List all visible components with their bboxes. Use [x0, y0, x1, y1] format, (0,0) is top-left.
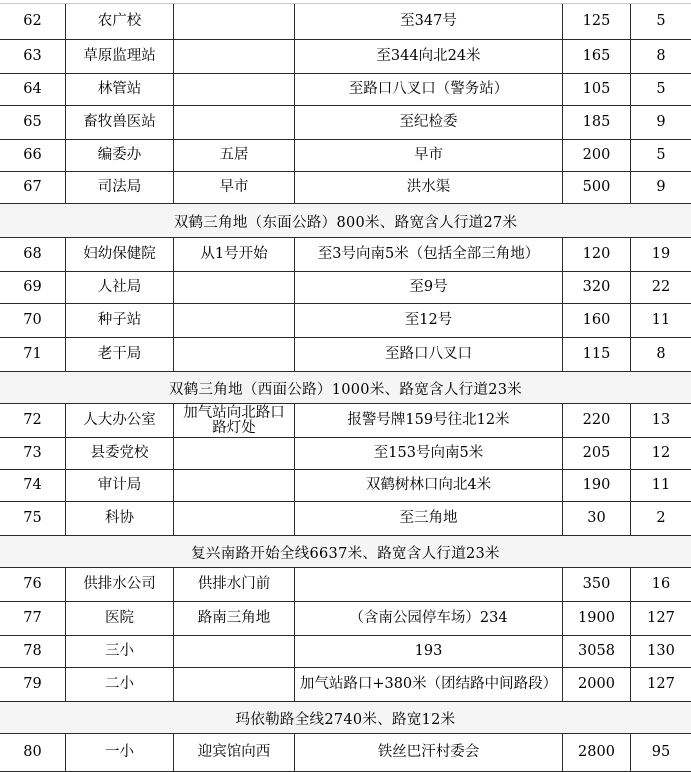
- end-point-text: 至12号: [404, 312, 453, 329]
- end-point-cell: [295, 4, 563, 40]
- end-point-cell: [295, 668, 563, 702]
- end-point-cell: [295, 238, 563, 272]
- count-text: 8: [656, 346, 666, 363]
- table-row: [0, 74, 691, 106]
- row-number-text: 65: [23, 114, 42, 131]
- unit-name-cell: [66, 470, 174, 502]
- count-cell: [631, 502, 691, 536]
- length-cell: [563, 74, 631, 106]
- length-cell: [563, 502, 631, 536]
- start-point-cell: [174, 636, 295, 668]
- start-point-cell: [174, 734, 295, 772]
- unit-name-text: 妇幼保健院: [83, 246, 156, 263]
- length-text: 165: [582, 48, 611, 65]
- row-number-cell: [0, 238, 66, 272]
- unit-name-cell: [66, 74, 174, 106]
- table-row: [0, 404, 691, 438]
- end-point-cell: [295, 304, 563, 338]
- length-text: 190: [582, 477, 611, 494]
- end-point-text: 至纪检委: [399, 114, 458, 131]
- length-cell: [563, 238, 631, 272]
- unit-name-text: 农广校: [97, 13, 142, 30]
- start-point-text: 迎宾馆向西: [197, 744, 271, 761]
- start-point-cell: [174, 106, 295, 140]
- length-text: 320: [582, 279, 611, 296]
- start-point-cell: [174, 238, 295, 272]
- table-row: [0, 502, 691, 536]
- end-point-text: 193: [414, 643, 443, 660]
- unit-name-cell: [66, 140, 174, 172]
- length-cell: [563, 470, 631, 502]
- row-number-text: 80: [23, 744, 42, 761]
- end-point-text: 洪水渠: [406, 179, 451, 196]
- table-row: [0, 668, 691, 702]
- row-number-cell: [0, 338, 66, 372]
- length-cell: [563, 140, 631, 172]
- row-number-text: 63: [23, 48, 42, 65]
- end-point-text: 至路口八叉口: [385, 346, 472, 363]
- count-cell: [631, 438, 691, 470]
- count-text: 9: [656, 114, 666, 131]
- end-point-text: 双鹤树林口向北4米: [365, 477, 492, 494]
- start-point-cell: [174, 470, 295, 502]
- table-row: [0, 438, 691, 470]
- unit-name-cell: [66, 438, 174, 470]
- table-row: [0, 636, 691, 668]
- unit-name-text: 二小: [105, 676, 134, 693]
- count-cell: [631, 4, 691, 40]
- row-number-cell: [0, 272, 66, 304]
- unit-name-text: 草原监理站: [83, 48, 156, 65]
- row-number-cell: [0, 40, 66, 74]
- table-row: [0, 304, 691, 338]
- count-text: 127: [647, 610, 675, 627]
- end-point-text: 至3号向南5米（包括全部三角地）: [317, 246, 540, 263]
- start-point-cell: [174, 40, 295, 74]
- count-text: 130: [647, 643, 675, 660]
- row-number-cell: [0, 470, 66, 502]
- unit-name-cell: [66, 404, 174, 438]
- count-cell: [631, 172, 691, 204]
- length-cell: [563, 304, 631, 338]
- row-number-cell: [0, 568, 66, 602]
- table-row: [0, 172, 691, 204]
- unit-name-cell: [66, 272, 174, 304]
- unit-name-cell: [66, 636, 174, 668]
- unit-name-text: 编委办: [97, 147, 142, 164]
- row-number-text: 72: [23, 412, 42, 429]
- length-text: 2000: [578, 676, 615, 693]
- end-point-text: 至9号: [409, 279, 448, 296]
- unit-name-text: 种子站: [97, 312, 142, 329]
- end-point-cell: [295, 404, 563, 438]
- length-text: 2800: [578, 744, 615, 761]
- unit-name-cell: [66, 304, 174, 338]
- row-divider: [0, 3, 691, 4]
- start-point-cell: [174, 172, 295, 204]
- count-cell: [631, 140, 691, 172]
- count-text: 5: [656, 147, 666, 164]
- row-number-text: 70: [23, 312, 42, 329]
- unit-name-cell: [66, 338, 174, 372]
- section-header-text: 双鹤三角地（西面公路）1000米、路宽含人行道23米: [168, 381, 523, 398]
- table-row: [0, 106, 691, 140]
- row-number-cell: [0, 602, 66, 636]
- start-point-cell: [174, 438, 295, 470]
- start-point-cell: [174, 338, 295, 372]
- length-cell: [563, 272, 631, 304]
- unit-name-cell: [66, 668, 174, 702]
- row-number-cell: [0, 404, 66, 438]
- unit-name-cell: [66, 172, 174, 204]
- table-row: [0, 568, 691, 602]
- unit-name-cell: [66, 40, 174, 74]
- start-point-cell: [174, 304, 295, 338]
- end-point-text: 加气站路口+380米（团结路中间路段）: [299, 676, 558, 693]
- unit-name-cell: [66, 238, 174, 272]
- end-point-text: 至三角地: [399, 510, 458, 527]
- count-cell: [631, 272, 691, 304]
- start-point-text: 供排水门前: [197, 576, 271, 593]
- count-cell: [631, 734, 691, 772]
- unit-name-text: 人社局: [97, 279, 142, 296]
- start-point-cell: [174, 502, 295, 536]
- start-point-text: 五居: [219, 147, 249, 164]
- row-number-text: 66: [23, 147, 42, 164]
- row-number-cell: [0, 502, 66, 536]
- length-text: 160: [582, 312, 611, 329]
- section-header-row: [0, 702, 691, 734]
- length-cell: [563, 40, 631, 74]
- end-point-cell: [295, 734, 563, 772]
- section-header-row: [0, 536, 691, 568]
- table-row: [0, 40, 691, 74]
- unit-name-text: 老干局: [97, 346, 142, 363]
- end-point-text: 至路口八叉口（警务站）: [348, 81, 509, 98]
- count-text: 12: [651, 445, 671, 462]
- count-cell: [631, 338, 691, 372]
- end-point-cell: [295, 470, 563, 502]
- row-number-text: 69: [23, 279, 42, 296]
- row-number-text: 78: [23, 643, 42, 660]
- count-text: 22: [651, 279, 671, 296]
- unit-name-cell: [66, 106, 174, 140]
- end-point-cell: [295, 568, 563, 602]
- table-row: [0, 140, 691, 172]
- start-point-text: 从1号开始: [200, 246, 268, 263]
- count-cell: [631, 568, 691, 602]
- end-point-cell: [295, 338, 563, 372]
- end-point-cell: [295, 74, 563, 106]
- end-point-text: 报警号牌159号往北12米: [347, 412, 510, 429]
- end-point-cell: [295, 502, 563, 536]
- length-text: 1900: [578, 610, 615, 627]
- count-text: 19: [651, 246, 671, 263]
- count-cell: [631, 238, 691, 272]
- row-number-text: 73: [23, 445, 42, 462]
- unit-name-text: 林管站: [97, 81, 142, 98]
- length-text: 3058: [578, 643, 615, 660]
- length-text: 220: [582, 412, 611, 429]
- unit-name-cell: [66, 568, 174, 602]
- end-point-text: （含南公园停车场）234: [349, 610, 508, 627]
- row-number-text: 79: [23, 676, 42, 693]
- start-point-text: 早市: [219, 179, 249, 196]
- unit-name-text: 供排水公司: [83, 576, 156, 593]
- section-header-row: [0, 372, 691, 404]
- row-number-text: 67: [23, 179, 42, 196]
- unit-name-cell: [66, 734, 174, 772]
- count-text: 8: [656, 48, 666, 65]
- unit-name-text: 三小: [105, 643, 134, 660]
- count-text: 5: [656, 13, 666, 30]
- end-point-cell: [295, 602, 563, 636]
- section-header-text: 复兴南路开始全线6637米、路宽含人行道23米: [191, 545, 500, 562]
- end-point-cell: [295, 272, 563, 304]
- unit-name-text: 县委党校: [90, 445, 149, 462]
- start-point-cell: [174, 4, 295, 40]
- row-number-text: 71: [23, 346, 42, 363]
- count-text: 11: [651, 477, 671, 494]
- unit-name-text: 一小: [105, 744, 134, 761]
- end-point-text: 至344向北24米: [376, 48, 481, 65]
- length-cell: [563, 568, 631, 602]
- count-cell: [631, 40, 691, 74]
- unit-name-text: 人大办公室: [83, 412, 156, 429]
- count-cell: [631, 106, 691, 140]
- row-number-cell: [0, 74, 66, 106]
- row-number-cell: [0, 106, 66, 140]
- table-row: [0, 272, 691, 304]
- start-point-text: 路南三角地: [197, 610, 271, 627]
- row-number-cell: [0, 140, 66, 172]
- end-point-cell: [295, 106, 563, 140]
- start-point-cell: [174, 404, 295, 438]
- row-number-cell: [0, 668, 66, 702]
- end-point-text: 铁丝巴汗村委会: [377, 744, 480, 761]
- count-cell: [631, 602, 691, 636]
- length-cell: [563, 668, 631, 702]
- section-header-text: 玛依勒路全线2740米、路宽12米: [235, 711, 456, 728]
- section-header-text: 双鹤三角地（东面公路）800米、路宽含人行道27米: [173, 214, 518, 231]
- end-point-cell: [295, 636, 563, 668]
- length-text: 185: [582, 114, 611, 131]
- count-text: 127: [647, 676, 675, 693]
- row-number-cell: [0, 438, 66, 470]
- length-cell: [563, 438, 631, 470]
- length-cell: [563, 734, 631, 772]
- section-header-row: [0, 204, 691, 238]
- table-row: [0, 734, 691, 772]
- count-cell: [631, 668, 691, 702]
- table-row: [0, 4, 691, 40]
- start-point-text: 加气站向北路口路灯处: [183, 404, 285, 436]
- count-text: 16: [651, 576, 671, 593]
- count-text: 13: [651, 412, 671, 429]
- count-text: 9: [656, 179, 666, 196]
- count-cell: [631, 74, 691, 106]
- unit-name-text: 司法局: [97, 179, 142, 196]
- count-cell: [631, 304, 691, 338]
- row-number-text: 68: [23, 246, 42, 263]
- row-number-cell: [0, 172, 66, 204]
- end-point-cell: [295, 140, 563, 172]
- unit-name-cell: [66, 602, 174, 636]
- end-point-text: 至347号: [400, 13, 457, 30]
- row-number-cell: [0, 304, 66, 338]
- length-text: 105: [582, 81, 611, 98]
- end-point-text: 早市: [414, 147, 443, 164]
- unit-name-text: 科协: [105, 510, 134, 527]
- start-point-cell: [174, 272, 295, 304]
- count-text: 95: [651, 744, 671, 761]
- unit-name-cell: [66, 4, 174, 40]
- row-number-text: 76: [23, 576, 42, 593]
- start-point-cell: [174, 602, 295, 636]
- count-cell: [631, 404, 691, 438]
- start-point-cell: [174, 668, 295, 702]
- unit-name-text: 审计局: [97, 477, 142, 494]
- count-cell: [631, 470, 691, 502]
- length-text: 205: [582, 445, 611, 462]
- count-text: 2: [656, 510, 666, 527]
- length-cell: [563, 404, 631, 438]
- length-cell: [563, 4, 631, 40]
- length-cell: [563, 172, 631, 204]
- length-text: 200: [582, 147, 611, 164]
- length-text: 350: [582, 576, 611, 593]
- count-text: 11: [651, 312, 671, 329]
- end-point-text: 至153号向南5米: [373, 445, 484, 462]
- table-row: [0, 470, 691, 502]
- row-number-cell: [0, 636, 66, 668]
- row-number-cell: [0, 4, 66, 40]
- row-number-text: 74: [23, 477, 42, 494]
- length-text: 30: [587, 510, 606, 527]
- start-point-cell: [174, 568, 295, 602]
- end-point-cell: [295, 40, 563, 74]
- length-cell: [563, 636, 631, 668]
- row-number-text: 64: [23, 81, 42, 98]
- table-row: [0, 238, 691, 272]
- length-text: 115: [582, 346, 611, 363]
- count-cell: [631, 636, 691, 668]
- end-point-cell: [295, 438, 563, 470]
- row-number-cell: [0, 734, 66, 772]
- row-number-text: 77: [23, 610, 42, 627]
- end-point-cell: [295, 172, 563, 204]
- unit-name-cell: [66, 502, 174, 536]
- unit-name-text: 医院: [105, 610, 134, 627]
- length-text: 125: [582, 13, 611, 30]
- table-row: [0, 602, 691, 636]
- count-text: 5: [656, 81, 666, 98]
- length-cell: [563, 106, 631, 140]
- start-point-cell: [174, 140, 295, 172]
- row-number-text: 62: [23, 13, 42, 30]
- length-cell: [563, 602, 631, 636]
- length-cell: [563, 338, 631, 372]
- length-text: 120: [582, 246, 611, 263]
- row-number-text: 75: [23, 510, 42, 527]
- length-text: 500: [582, 179, 611, 196]
- unit-name-text: 畜牧兽医站: [83, 114, 156, 131]
- table-row: [0, 338, 691, 372]
- start-point-cell: [174, 74, 295, 106]
